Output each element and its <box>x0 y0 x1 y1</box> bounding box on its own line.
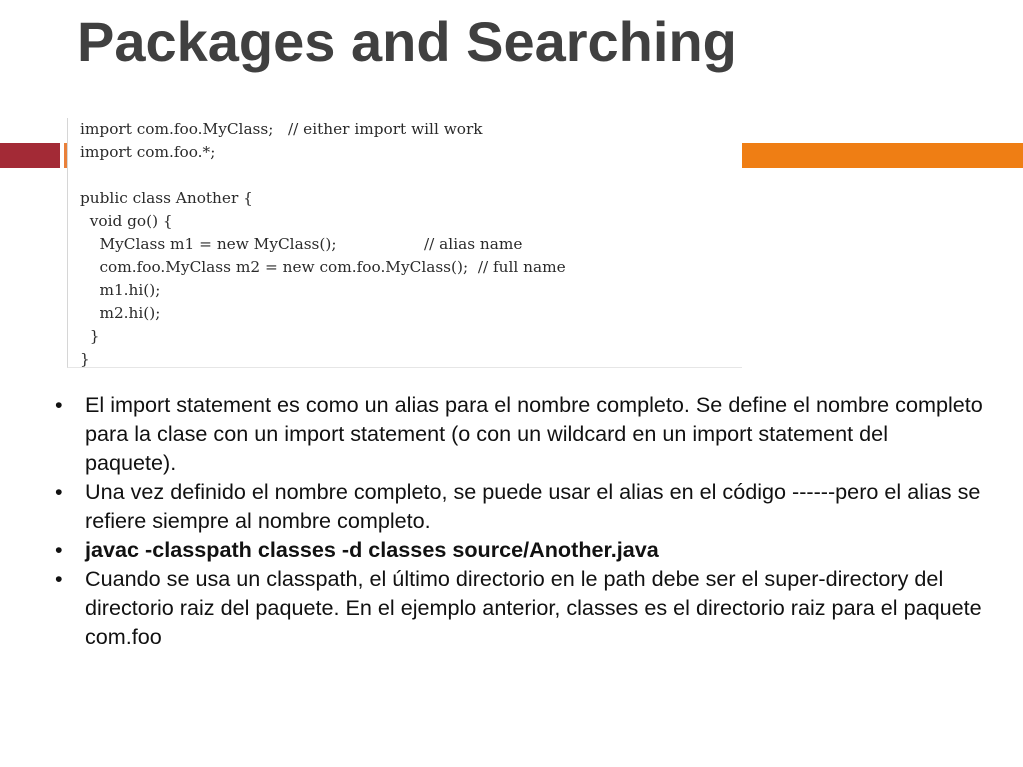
code-line: } <box>80 350 90 368</box>
bullet-item-javac-command <box>55 535 985 564</box>
code-line: void go() { <box>80 212 173 230</box>
slide-title: Packages and Searching <box>77 10 737 73</box>
bullet-item-alias-usage <box>55 477 985 535</box>
code-line: MyClass m1 = new MyClass(); // alias name <box>80 235 523 253</box>
code-line: com.foo.MyClass m2 = new com.foo.MyClass(); // full name <box>80 258 566 276</box>
bullet-marker: • <box>55 537 63 562</box>
bullet-text: Cuando se usa un classpath, el último directorio en le path debe ser el super-directory del directorio raiz del paquete. En el ejemplo anterior, classes es el directorio raiz para el paquete com.foo <box>85 566 982 649</box>
bullet-list <box>55 390 985 651</box>
accent-bar-right <box>741 143 1023 168</box>
code-line: import com.foo.*; <box>80 143 216 161</box>
accent-bar-left <box>0 143 60 168</box>
bullet-text: Una vez definido el nombre completo, se puede usar el alias en el código ------pero el alias se refiere siempre al nombre completo. <box>85 479 981 533</box>
code-snippet-image <box>67 118 742 368</box>
code-line: import com.foo.MyClass; // either import will work <box>80 120 483 138</box>
bullet-item-classpath <box>55 564 985 651</box>
code-line <box>80 164 742 187</box>
code-block <box>68 118 742 371</box>
code-line: m2.hi(); <box>80 304 161 322</box>
bullet-text: El import statement es como un alias para el nombre completo. Se define el nombre completo para la clase con un import statement (o con un wildcard en un import statement del paquete). <box>85 392 983 475</box>
bullet-text: javac -classpath classes -d classes source/Another.java <box>85 537 659 562</box>
code-line: m1.hi(); <box>80 281 161 299</box>
bullet-marker: • <box>55 479 63 504</box>
code-line: } <box>80 327 100 345</box>
bullet-marker: • <box>55 566 63 591</box>
bullet-marker: • <box>55 392 63 417</box>
code-line: public class Another { <box>80 189 253 207</box>
bullet-item-import-alias <box>55 390 985 477</box>
